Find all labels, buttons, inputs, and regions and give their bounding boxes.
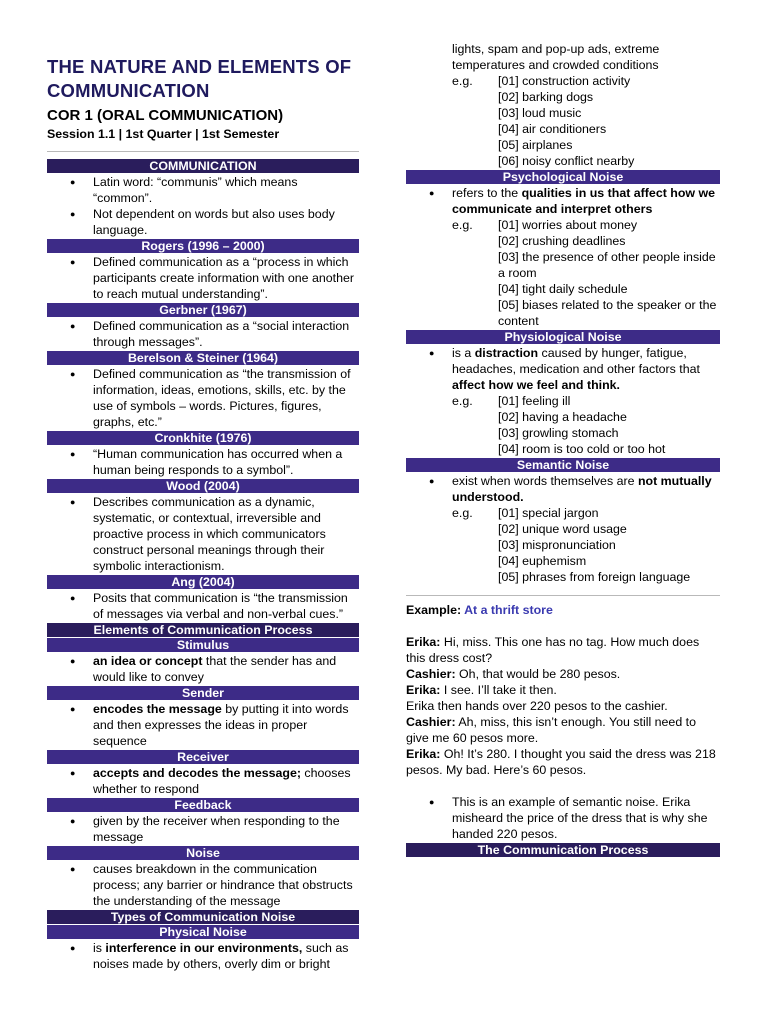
line-text: Oh, that would be 280 pesos. bbox=[455, 667, 621, 681]
section-heading-berelson: Berelson & Steiner (1964) bbox=[47, 351, 359, 365]
list-item: ● given by the receiver when responding to the message bbox=[47, 813, 359, 845]
example-item: [02] unique word usage bbox=[498, 522, 627, 536]
section-heading-cronkhite: Cronkhite (1976) bbox=[47, 431, 359, 445]
section-heading-ang: Ang (2004) bbox=[47, 575, 359, 589]
example-item: [01] construction activity bbox=[498, 74, 631, 88]
example-item: [05] biases related to the speaker or the content bbox=[498, 298, 717, 328]
text: chooses whether to respond bbox=[93, 766, 351, 796]
section-heading-communication: COMMUNICATION bbox=[47, 159, 359, 173]
dialogue-line bbox=[406, 746, 720, 778]
list-item bbox=[406, 185, 720, 217]
dialogue-line bbox=[406, 634, 720, 666]
text: is a bbox=[452, 346, 475, 360]
text: is bbox=[93, 941, 106, 955]
section-heading-receiver: Receiver bbox=[47, 750, 359, 764]
list-item: ● Not dependent on words but also uses body language. bbox=[47, 206, 359, 238]
example-item: [01] worries about money bbox=[498, 218, 638, 232]
bold-text: interference in our environments, bbox=[105, 941, 303, 955]
physical-noise-continued: lights, spam and pop-up ads, extreme temperatures and crowded conditions bbox=[452, 42, 660, 72]
section-heading-stimulus: Stimulus bbox=[47, 638, 359, 652]
example-item: [03] the presence of other people inside a room bbox=[498, 250, 716, 280]
list-item bbox=[406, 345, 720, 393]
list-item: ● Describes communication as a dynamic, systematic, or contextual, irreversible and proactive process in which communicators construct personal meanings through their symbolic interactionism. bbox=[47, 494, 359, 574]
semantic-examples bbox=[406, 505, 720, 585]
divider bbox=[47, 151, 359, 152]
text: that the sender has and would like to convey bbox=[93, 654, 337, 684]
example-item: [04] air conditioners bbox=[498, 122, 607, 136]
section-heading-rogers: Rogers (1996 – 2000) bbox=[47, 239, 359, 253]
list-item bbox=[47, 765, 359, 797]
section-heading-elements: Elements of Communication Process bbox=[47, 623, 359, 637]
dialogue bbox=[406, 634, 720, 778]
bold-text: distraction bbox=[474, 346, 539, 360]
dialogue-line bbox=[406, 682, 720, 698]
example-item: [04] room is too cold or too hot bbox=[498, 442, 666, 456]
bold-text: an idea or concept bbox=[93, 654, 203, 668]
example-item: [03] loud music bbox=[498, 106, 582, 120]
document-title: THE NATURE AND ELEMENTS OF COMMUNICATION bbox=[47, 56, 352, 101]
dialogue-line bbox=[406, 666, 720, 682]
eg-label: e.g. bbox=[452, 218, 473, 232]
section-heading-wood: Wood (2004) bbox=[47, 479, 359, 493]
list-item bbox=[47, 701, 359, 749]
section-heading-physiological-noise: Physiological Noise bbox=[406, 330, 720, 344]
line-text: I see. I’ll take it then. bbox=[440, 683, 557, 697]
speaker: Cashier: bbox=[406, 667, 456, 681]
speaker: Erika: bbox=[406, 635, 441, 649]
list-item: ● causes breakdown in the communication process; any barrier or hindrance that obstructs the understanding of the message bbox=[47, 861, 359, 909]
eg-label: e.g. bbox=[452, 506, 473, 520]
example-item: [05] phrases from foreign language bbox=[498, 570, 691, 584]
section-heading-gerbner: Gerbner (1967) bbox=[47, 303, 359, 317]
section-heading-noise-types: Types of Communication Noise bbox=[47, 910, 359, 924]
example-item: [03] growling stomach bbox=[498, 426, 619, 440]
course-subtitle: COR 1 (ORAL COMMUNICATION) bbox=[47, 107, 284, 124]
psychological-examples bbox=[406, 217, 720, 329]
session-info: Session 1.1 | 1st Quarter | 1st Semester bbox=[47, 127, 280, 141]
section-heading-communication-process: The Communication Process bbox=[406, 843, 720, 857]
physical-examples bbox=[406, 73, 720, 169]
example-heading bbox=[406, 602, 720, 618]
bold-text: encodes the message bbox=[93, 702, 222, 716]
example-label: Example: bbox=[406, 603, 462, 617]
dialogue-line bbox=[406, 714, 720, 746]
example-item: [02] having a headache bbox=[498, 410, 627, 424]
list-item: ● Defined communication as a “social interaction through messages”. bbox=[47, 318, 359, 350]
bold-text: qualities in us that affect how we communicate and interpret others bbox=[452, 186, 716, 216]
list-item bbox=[47, 940, 359, 972]
example-item: [04] tight daily schedule bbox=[498, 282, 628, 296]
communication-list bbox=[47, 174, 359, 238]
list-item: ● Posits that communication is “the transmission of messages via verbal and non-verbal cues.” bbox=[47, 590, 359, 622]
line-text: Hi, miss. This one has no tag. How much does this dress cost? bbox=[406, 635, 700, 665]
example-item: [02] barking dogs bbox=[498, 90, 594, 104]
text: by putting it into words and then expresses the ideas in proper sequence bbox=[93, 702, 349, 748]
example-note: ● This is an example of semantic noise. Erika misheard the price of the dress that is why she handed 220 pesos. bbox=[406, 794, 720, 842]
example-item: [05] airplanes bbox=[498, 138, 573, 152]
list-item bbox=[47, 653, 359, 685]
list-item: ● Latin word: “communis” which means “common”. bbox=[47, 174, 359, 206]
bold-text: affect how we feel and think. bbox=[452, 378, 620, 392]
list-item: ● Defined communication as a “process in which participants create information with one another to reach mutual understanding”. bbox=[47, 254, 359, 302]
example-item: [06] noisy conflict nearby bbox=[498, 154, 635, 168]
text: caused by hunger, fatigue, headaches, medication and other factors that bbox=[452, 346, 700, 376]
spacer bbox=[406, 778, 720, 794]
list-item: ● “Human communication has occurred when a human being responds to a symbol”. bbox=[47, 446, 359, 478]
section-heading-noise: Noise bbox=[47, 846, 359, 860]
line-text: Erika then hands over 220 pesos to the cashier. bbox=[406, 699, 668, 713]
section-heading-psychological-noise: Psychological Noise bbox=[406, 170, 720, 184]
example-item: [01] special jargon bbox=[498, 506, 599, 520]
line-text: Ah, miss, this isn’t enough. You still need to give me 60 pesos more. bbox=[406, 715, 696, 745]
text: exist when words themselves are bbox=[452, 474, 638, 488]
physiological-examples bbox=[406, 393, 720, 457]
example-item: [01] feeling ill bbox=[498, 394, 571, 408]
divider bbox=[406, 595, 720, 596]
example-title: At a thrift store bbox=[464, 603, 553, 617]
example-item: [03] mispronunciation bbox=[498, 538, 616, 552]
speaker: Erika: bbox=[406, 683, 441, 697]
speaker: Erika: bbox=[406, 747, 441, 761]
dialogue-line bbox=[406, 698, 720, 714]
bold-text: not mutually understood. bbox=[452, 474, 712, 504]
left-column bbox=[47, 0, 359, 972]
line-text: Oh! It’s 280. I thought you said the dress was 218 pesos. My bad. Here’s 60 pesos. bbox=[406, 747, 716, 777]
eg-label: e.g. bbox=[452, 394, 473, 408]
list-item bbox=[406, 473, 720, 505]
list-item: ● Defined communication as “the transmission of information, ideas, emotions, skills, etc. by the use of symbols – words. Pictures, figures, graphs, etc.” bbox=[47, 366, 359, 430]
section-heading-semantic-noise: Semantic Noise bbox=[406, 458, 720, 472]
text: refers to the bbox=[452, 186, 522, 200]
text: such as noises made by others, overly dim or bright bbox=[93, 941, 349, 971]
section-heading-sender: Sender bbox=[47, 686, 359, 700]
eg-label: e.g. bbox=[452, 74, 473, 88]
section-heading-feedback: Feedback bbox=[47, 798, 359, 812]
example-item: [02] crushing deadlines bbox=[498, 234, 626, 248]
bold-text: accepts and decodes the message; bbox=[93, 766, 301, 780]
speaker: Cashier: bbox=[406, 715, 456, 729]
right-column bbox=[406, 41, 720, 858]
section-heading-physical-noise: Physical Noise bbox=[47, 925, 359, 939]
example-item: [04] euphemism bbox=[498, 554, 587, 568]
